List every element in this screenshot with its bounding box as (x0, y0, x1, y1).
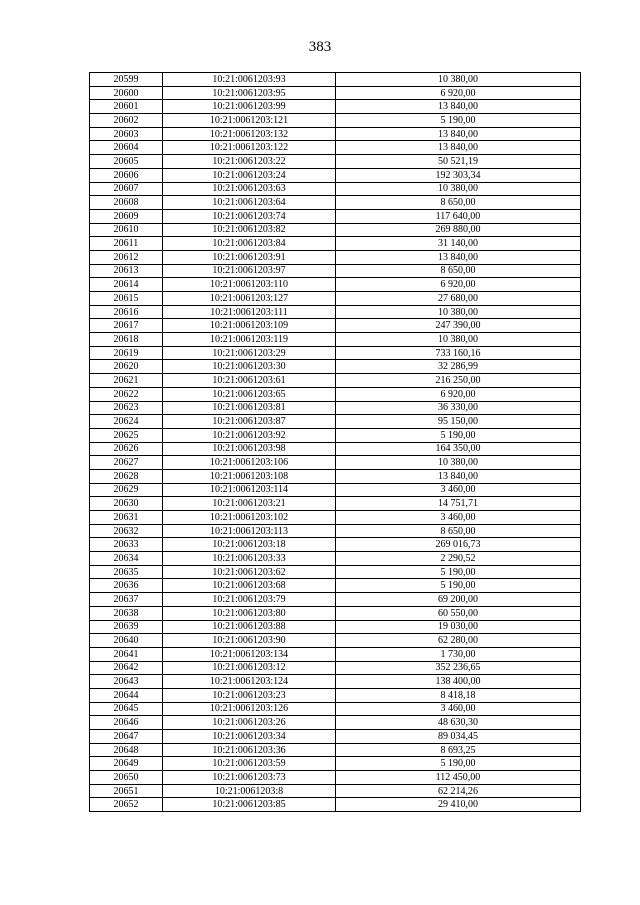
cadastral-number-cell: 10:21:0061203:68 (163, 579, 336, 593)
cadastral-number-cell: 10:21:0061203:113 (163, 524, 336, 538)
table-row (90, 196, 581, 210)
cadastral-number-cell: 10:21:0061203:95 (163, 86, 336, 100)
value-cell: 5 190,00 (336, 579, 581, 593)
cadastral-number-cell: 10:21:0061203:85 (163, 798, 336, 812)
cadastral-number-cell: 10:21:0061203:108 (163, 469, 336, 483)
table-row (90, 415, 581, 429)
row-number-cell: 20634 (90, 552, 163, 566)
value-cell: 13 840,00 (336, 127, 581, 141)
value-cell: 10 380,00 (336, 333, 581, 347)
row-number-cell: 20599 (90, 73, 163, 87)
cadastral-number-cell: 10:21:0061203:91 (163, 250, 336, 264)
cadastral-number-cell: 10:21:0061203:24 (163, 168, 336, 182)
table-row (90, 428, 581, 442)
row-number-cell: 20610 (90, 223, 163, 237)
table-row (90, 634, 581, 648)
value-cell: 60 550,00 (336, 606, 581, 620)
row-number-cell: 20617 (90, 319, 163, 333)
row-number-cell: 20600 (90, 86, 163, 100)
cadastral-number-cell: 10:21:0061203:99 (163, 100, 336, 114)
table-row (90, 86, 581, 100)
row-number-cell: 20606 (90, 168, 163, 182)
value-cell: 6 920,00 (336, 86, 581, 100)
row-number-cell: 20607 (90, 182, 163, 196)
table-row (90, 73, 581, 87)
table-row (90, 442, 581, 456)
row-number-cell: 20620 (90, 360, 163, 374)
table-row (90, 552, 581, 566)
table-row (90, 702, 581, 716)
cadastral-number-cell: 10:21:0061203:62 (163, 565, 336, 579)
cadastral-number-cell: 10:21:0061203:92 (163, 428, 336, 442)
cadastral-number-cell: 10:21:0061203:33 (163, 552, 336, 566)
value-cell: 32 286,99 (336, 360, 581, 374)
cadastral-number-cell: 10:21:0061203:82 (163, 223, 336, 237)
row-number-cell: 20615 (90, 292, 163, 306)
cadastral-number-cell: 10:21:0061203:88 (163, 620, 336, 634)
row-number-cell: 20641 (90, 647, 163, 661)
value-cell: 8 418,18 (336, 688, 581, 702)
cadastral-number-cell: 10:21:0061203:102 (163, 511, 336, 525)
value-cell: 14 751,71 (336, 497, 581, 511)
cadastral-number-cell: 10:21:0061203:59 (163, 757, 336, 771)
row-number-cell: 20618 (90, 333, 163, 347)
value-cell: 8 650,00 (336, 524, 581, 538)
table-row (90, 401, 581, 415)
cadastral-number-cell: 10:21:0061203:22 (163, 155, 336, 169)
cadastral-number-cell: 10:21:0061203:124 (163, 675, 336, 689)
value-cell: 5 190,00 (336, 757, 581, 771)
value-cell: 3 460,00 (336, 702, 581, 716)
cadastral-number-cell: 10:21:0061203:18 (163, 538, 336, 552)
value-cell: 62 280,00 (336, 634, 581, 648)
table-row (90, 524, 581, 538)
row-number-cell: 20614 (90, 278, 163, 292)
table-row (90, 155, 581, 169)
cadastral-number-cell: 10:21:0061203:109 (163, 319, 336, 333)
value-cell: 247 390,00 (336, 319, 581, 333)
value-cell: 3 460,00 (336, 511, 581, 525)
cadastral-number-cell: 10:21:0061203:21 (163, 497, 336, 511)
value-cell: 10 380,00 (336, 182, 581, 196)
table-row (90, 579, 581, 593)
row-number-cell: 20637 (90, 593, 163, 607)
table-row (90, 771, 581, 785)
cadastral-number-cell: 10:21:0061203:30 (163, 360, 336, 374)
cadastral-number-cell: 10:21:0061203:29 (163, 346, 336, 360)
row-number-cell: 20633 (90, 538, 163, 552)
value-cell: 13 840,00 (336, 250, 581, 264)
table-row (90, 538, 581, 552)
value-cell: 13 840,00 (336, 141, 581, 155)
row-number-cell: 20647 (90, 730, 163, 744)
row-number-cell: 20604 (90, 141, 163, 155)
cadastral-number-cell: 10:21:0061203:126 (163, 702, 336, 716)
row-number-cell: 20612 (90, 250, 163, 264)
table-row (90, 497, 581, 511)
row-number-cell: 20638 (90, 606, 163, 620)
cadastral-number-cell: 10:21:0061203:73 (163, 771, 336, 785)
value-cell: 269 880,00 (336, 223, 581, 237)
value-cell: 13 840,00 (336, 100, 581, 114)
value-cell: 8 693,25 (336, 743, 581, 757)
data-table (89, 72, 581, 812)
table-row (90, 360, 581, 374)
row-number-cell: 20622 (90, 387, 163, 401)
row-number-cell: 20636 (90, 579, 163, 593)
cadastral-number-cell: 10:21:0061203:23 (163, 688, 336, 702)
row-number-cell: 20616 (90, 305, 163, 319)
row-number-cell: 20624 (90, 415, 163, 429)
table-row (90, 661, 581, 675)
cadastral-number-cell: 10:21:0061203:121 (163, 114, 336, 128)
table-row (90, 606, 581, 620)
value-cell: 27 680,00 (336, 292, 581, 306)
table-row (90, 688, 581, 702)
value-cell: 36 330,00 (336, 401, 581, 415)
value-cell: 352 236,65 (336, 661, 581, 675)
cadastral-number-cell: 10:21:0061203:36 (163, 743, 336, 757)
page-number: 383 (308, 39, 332, 55)
cadastral-number-cell: 10:21:0061203:84 (163, 237, 336, 251)
table-row (90, 511, 581, 525)
table-row (90, 743, 581, 757)
value-cell: 138 400,00 (336, 675, 581, 689)
row-number-cell: 20650 (90, 771, 163, 785)
cadastral-number-cell: 10:21:0061203:79 (163, 593, 336, 607)
cadastral-number-cell: 10:21:0061203:80 (163, 606, 336, 620)
value-cell: 6 920,00 (336, 278, 581, 292)
table-row (90, 620, 581, 634)
table-row (90, 469, 581, 483)
value-cell: 89 034,45 (336, 730, 581, 744)
row-number-cell: 20631 (90, 511, 163, 525)
value-cell: 8 650,00 (336, 196, 581, 210)
cadastral-number-cell: 10:21:0061203:122 (163, 141, 336, 155)
row-number-cell: 20645 (90, 702, 163, 716)
table-row (90, 182, 581, 196)
value-cell: 29 410,00 (336, 798, 581, 812)
row-number-cell: 20627 (90, 456, 163, 470)
table-row (90, 305, 581, 319)
row-number-cell: 20619 (90, 346, 163, 360)
cadastral-number-cell: 10:21:0061203:90 (163, 634, 336, 648)
value-cell: 733 160,16 (336, 346, 581, 360)
row-number-cell: 20625 (90, 428, 163, 442)
table-row (90, 730, 581, 744)
value-cell: 192 303,34 (336, 168, 581, 182)
row-number-cell: 20621 (90, 374, 163, 388)
value-cell: 269 016,73 (336, 538, 581, 552)
value-cell: 1 730,00 (336, 647, 581, 661)
table-row (90, 114, 581, 128)
cadastral-number-cell: 10:21:0061203:34 (163, 730, 336, 744)
cadastral-number-cell: 10:21:0061203:65 (163, 387, 336, 401)
value-cell: 10 380,00 (336, 305, 581, 319)
table-row (90, 387, 581, 401)
cadastral-number-cell: 10:21:0061203:63 (163, 182, 336, 196)
value-cell: 164 350,00 (336, 442, 581, 456)
table-row (90, 346, 581, 360)
cadastral-number-cell: 10:21:0061203:110 (163, 278, 336, 292)
table-row (90, 237, 581, 251)
row-number-cell: 20608 (90, 196, 163, 210)
row-number-cell: 20632 (90, 524, 163, 538)
table-row (90, 100, 581, 114)
table-row (90, 209, 581, 223)
row-number-cell: 20652 (90, 798, 163, 812)
cadastral-number-cell: 10:21:0061203:93 (163, 73, 336, 87)
row-number-cell: 20630 (90, 497, 163, 511)
table-row (90, 798, 581, 812)
row-number-cell: 20603 (90, 127, 163, 141)
row-number-cell: 20651 (90, 784, 163, 798)
table-row (90, 333, 581, 347)
table-row (90, 757, 581, 771)
value-cell: 8 650,00 (336, 264, 581, 278)
row-number-cell: 20642 (90, 661, 163, 675)
row-number-cell: 20628 (90, 469, 163, 483)
table-row (90, 456, 581, 470)
table-row (90, 593, 581, 607)
cadastral-number-cell: 10:21:0061203:87 (163, 415, 336, 429)
row-number-cell: 20626 (90, 442, 163, 456)
value-cell: 2 290,52 (336, 552, 581, 566)
value-cell: 69 200,00 (336, 593, 581, 607)
table-row (90, 127, 581, 141)
cadastral-number-cell: 10:21:0061203:119 (163, 333, 336, 347)
row-number-cell: 20639 (90, 620, 163, 634)
value-cell: 10 380,00 (336, 73, 581, 87)
row-number-cell: 20648 (90, 743, 163, 757)
value-cell: 216 250,00 (336, 374, 581, 388)
value-cell: 117 640,00 (336, 209, 581, 223)
table-row (90, 168, 581, 182)
table-row (90, 483, 581, 497)
value-cell: 19 030,00 (336, 620, 581, 634)
cadastral-number-cell: 10:21:0061203:12 (163, 661, 336, 675)
table-row (90, 374, 581, 388)
cadastral-number-cell: 10:21:0061203:111 (163, 305, 336, 319)
row-number-cell: 20613 (90, 264, 163, 278)
row-number-cell: 20601 (90, 100, 163, 114)
row-number-cell: 20611 (90, 237, 163, 251)
value-cell: 3 460,00 (336, 483, 581, 497)
cadastral-number-cell: 10:21:0061203:81 (163, 401, 336, 415)
value-cell: 112 450,00 (336, 771, 581, 785)
value-cell: 5 190,00 (336, 565, 581, 579)
row-number-cell: 20602 (90, 114, 163, 128)
cadastral-number-cell: 10:21:0061203:134 (163, 647, 336, 661)
row-number-cell: 20644 (90, 688, 163, 702)
row-number-cell: 20649 (90, 757, 163, 771)
value-cell: 95 150,00 (336, 415, 581, 429)
table-row (90, 784, 581, 798)
value-cell: 48 630,30 (336, 716, 581, 730)
cadastral-number-cell: 10:21:0061203:98 (163, 442, 336, 456)
value-cell: 5 190,00 (336, 428, 581, 442)
value-cell: 5 190,00 (336, 114, 581, 128)
value-cell: 6 920,00 (336, 387, 581, 401)
table-body (90, 73, 581, 812)
cadastral-number-cell: 10:21:0061203:61 (163, 374, 336, 388)
cadastral-number-cell: 10:21:0061203:74 (163, 209, 336, 223)
cadastral-number-cell: 10:21:0061203:106 (163, 456, 336, 470)
cadastral-number-cell: 10:21:0061203:8 (163, 784, 336, 798)
table-row (90, 223, 581, 237)
row-number-cell: 20640 (90, 634, 163, 648)
row-number-cell: 20635 (90, 565, 163, 579)
row-number-cell: 20609 (90, 209, 163, 223)
cadastral-number-cell: 10:21:0061203:132 (163, 127, 336, 141)
row-number-cell: 20643 (90, 675, 163, 689)
row-number-cell: 20605 (90, 155, 163, 169)
value-cell: 10 380,00 (336, 456, 581, 470)
table-row (90, 319, 581, 333)
row-number-cell: 20646 (90, 716, 163, 730)
cadastral-number-cell: 10:21:0061203:26 (163, 716, 336, 730)
table-row (90, 292, 581, 306)
row-number-cell: 20629 (90, 483, 163, 497)
table-row (90, 250, 581, 264)
value-cell: 31 140,00 (336, 237, 581, 251)
table-row (90, 675, 581, 689)
cadastral-number-cell: 10:21:0061203:64 (163, 196, 336, 210)
table-row (90, 565, 581, 579)
table-row (90, 278, 581, 292)
table-row (90, 141, 581, 155)
row-number-cell: 20623 (90, 401, 163, 415)
table-row (90, 716, 581, 730)
value-cell: 50 521,19 (336, 155, 581, 169)
value-cell: 13 840,00 (336, 469, 581, 483)
table-row (90, 647, 581, 661)
cadastral-number-cell: 10:21:0061203:114 (163, 483, 336, 497)
table-row (90, 264, 581, 278)
cadastral-number-cell: 10:21:0061203:97 (163, 264, 336, 278)
cadastral-number-cell: 10:21:0061203:127 (163, 292, 336, 306)
value-cell: 62 214,26 (336, 784, 581, 798)
